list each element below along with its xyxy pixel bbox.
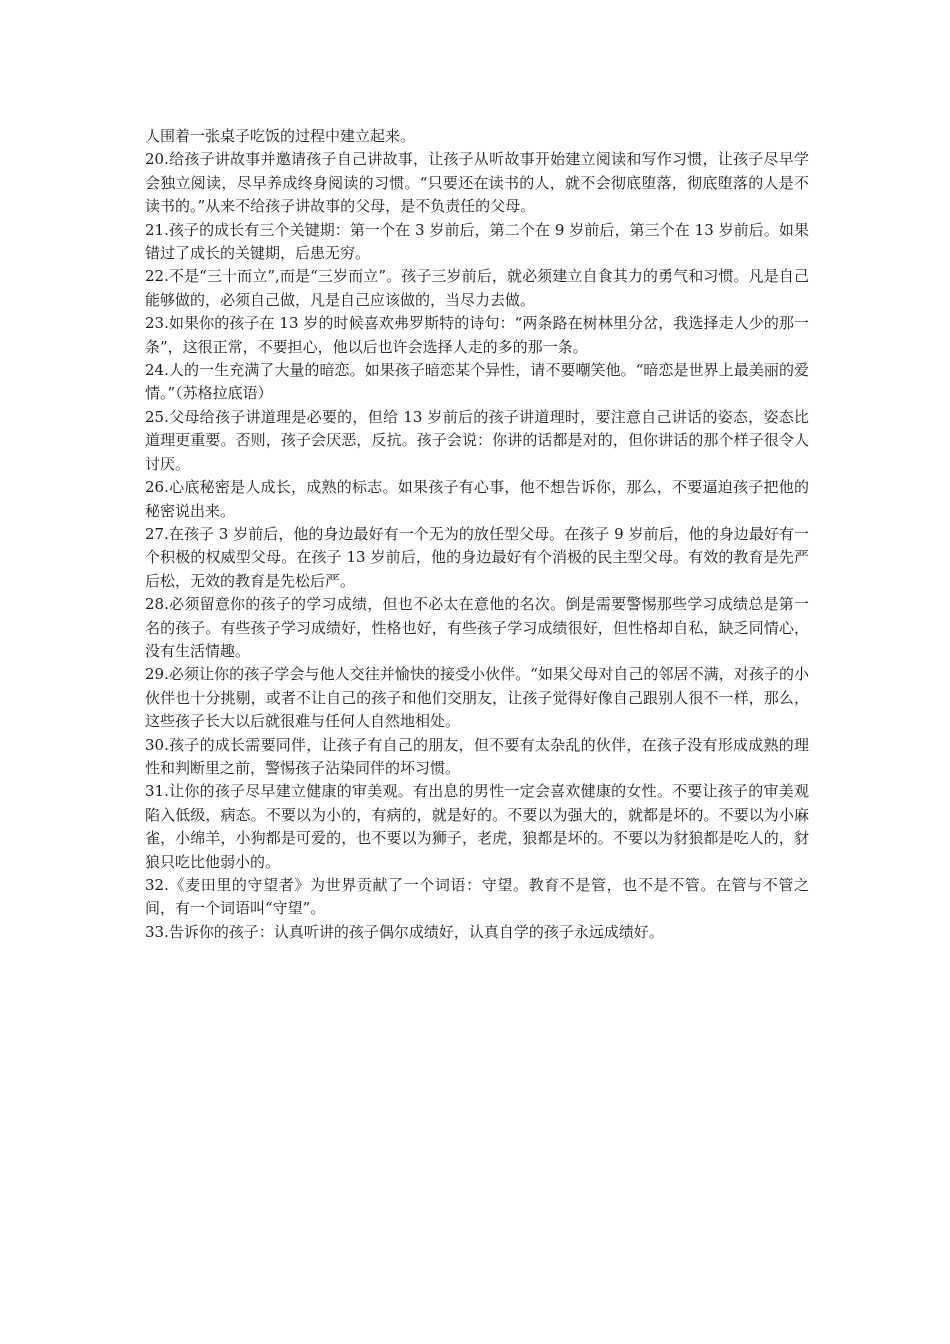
paragraph-31: 31.让你的孩子尽早建立健康的审美观。有出息的男性一定会喜欢健康的女性。不要让孩子的审美观陷入低级，病态。不要以为小的，有病的，就是好的。不要以为强大的，就都是坏的。不要以为小麻雀，小绵羊，小狗都是可爱的，也不要以为狮子，老虎，狼都是坏的。不要以为豺狼都是吃人的，豺狼只吃比他弱小的。 [145, 782, 809, 871]
paragraph-22: 22.不是“三十而立”,而是“三岁而立”。孩子三岁前后，就必须建立自食其力的勇气和习惯。凡是自己能够做的，必须自己做，凡是自己应该做的，当尽力去做。 [145, 267, 809, 309]
paragraph-25: 25.父母给孩子讲道理是必要的，但给 13 岁前后的孩子讲道理时，要注意自己讲话的姿态，姿态比道理更重要。否则，孩子会厌恶，反抗。孩子会说：你讲的话都是对的，但你讲话的那个样子很令人讨厌。 [145, 407, 809, 473]
paragraph-26: 26.心底秘密是人成长，成熟的标志。如果孩子有心事，他不想告诉你，那么，不要逼迫孩子把他的秘密说出来。 [145, 478, 809, 520]
paragraph-20: 20.给孩子讲故事并邀请孩子自己讲故事，让孩子从听故事开始建立阅读和写作习惯，让孩子尽早学会独立阅读，尽早养成终身阅读的习惯。“只要还在读书的人，就不会彻底堕落，彻底堕落的人是不读书的。”从来不给孩子讲故事的父母，是不负责任的父母。 [145, 150, 809, 216]
paragraph-32: 32.《麦田里的守望者》为世界贡献了一个词语：守望。教育不是管，也不是不管。在管与不管之间，有一个词语叫“守望”。 [145, 876, 809, 918]
paragraph-23: 23.如果你的孩子在 13 岁的时候喜欢弗罗斯特的诗句：“两条路在树林里分岔，我选择走人少的那一条”，这很正常，不要担心，他以后也许会选择人走的多的那一条。 [145, 314, 809, 356]
paragraph-28: 28.必须留意你的孩子的学习成绩，但也不必太在意他的名次。倒是需要警惕那些学习成绩总是第一名的孩子。有些孩子学习成绩好，性格也好，有些孩子学习成绩很好，但性格却自私，缺乏同情心，没有生活情趣。 [145, 595, 809, 660]
paragraph-21: 21.孩子的成长有三个关键期：第一个在 3 岁前后，第二个在 9 岁前后，第三个在 13 岁前后。如果错过了成长的关键期，后患无穷。 [145, 220, 809, 263]
paragraph-intro: 人围着一张桌子吃饭的过程中建立起来。 [145, 127, 416, 145]
paragraph-30: 30.孩子的成长需要同伴，让孩子有自己的朋友，但不要有太杂乱的伙伴，在孩子没有形成成熟的理性和判断里之前，警惕孩子沾染同伴的坏习惯。 [145, 735, 809, 777]
paragraph-27: 27.在孩子 3 岁前后，他的身边最好有一个无为的放任型父母。在孩子 9 岁前后，他的身边最好有一个积极的权威型父母。在孩子 13 岁前后，他的身边最好有个消极的民主型父母。有效的教育是先严后松，无效的教育是先松后严。 [145, 524, 809, 590]
paragraph-33: 33.告诉你的孩子：认真听讲的孩子偶尔成绩好，认真自学的孩子永远成绩好。 [145, 922, 664, 941]
paragraph-29: 29.必须让你的孩子学会与他人交往并愉快的接受小伙伴。“如果父母对自己的邻居不满，对孩子的小伙伴也十分挑剔，或者不让自己的孩子和他们交朋友，让孩子觉得好像自己跟别人很不一样，那么，这些孩子长大以后就很难与任何人自然地相处。 [145, 665, 809, 731]
paragraph-24: 24.人的一生充满了大量的暗恋。如果孩子暗恋某个异性，请不要嘲笑他。“暗恋是世界上最美丽的爱情。”（苏格拉底语） [145, 361, 809, 403]
document-body [145, 125, 809, 944]
